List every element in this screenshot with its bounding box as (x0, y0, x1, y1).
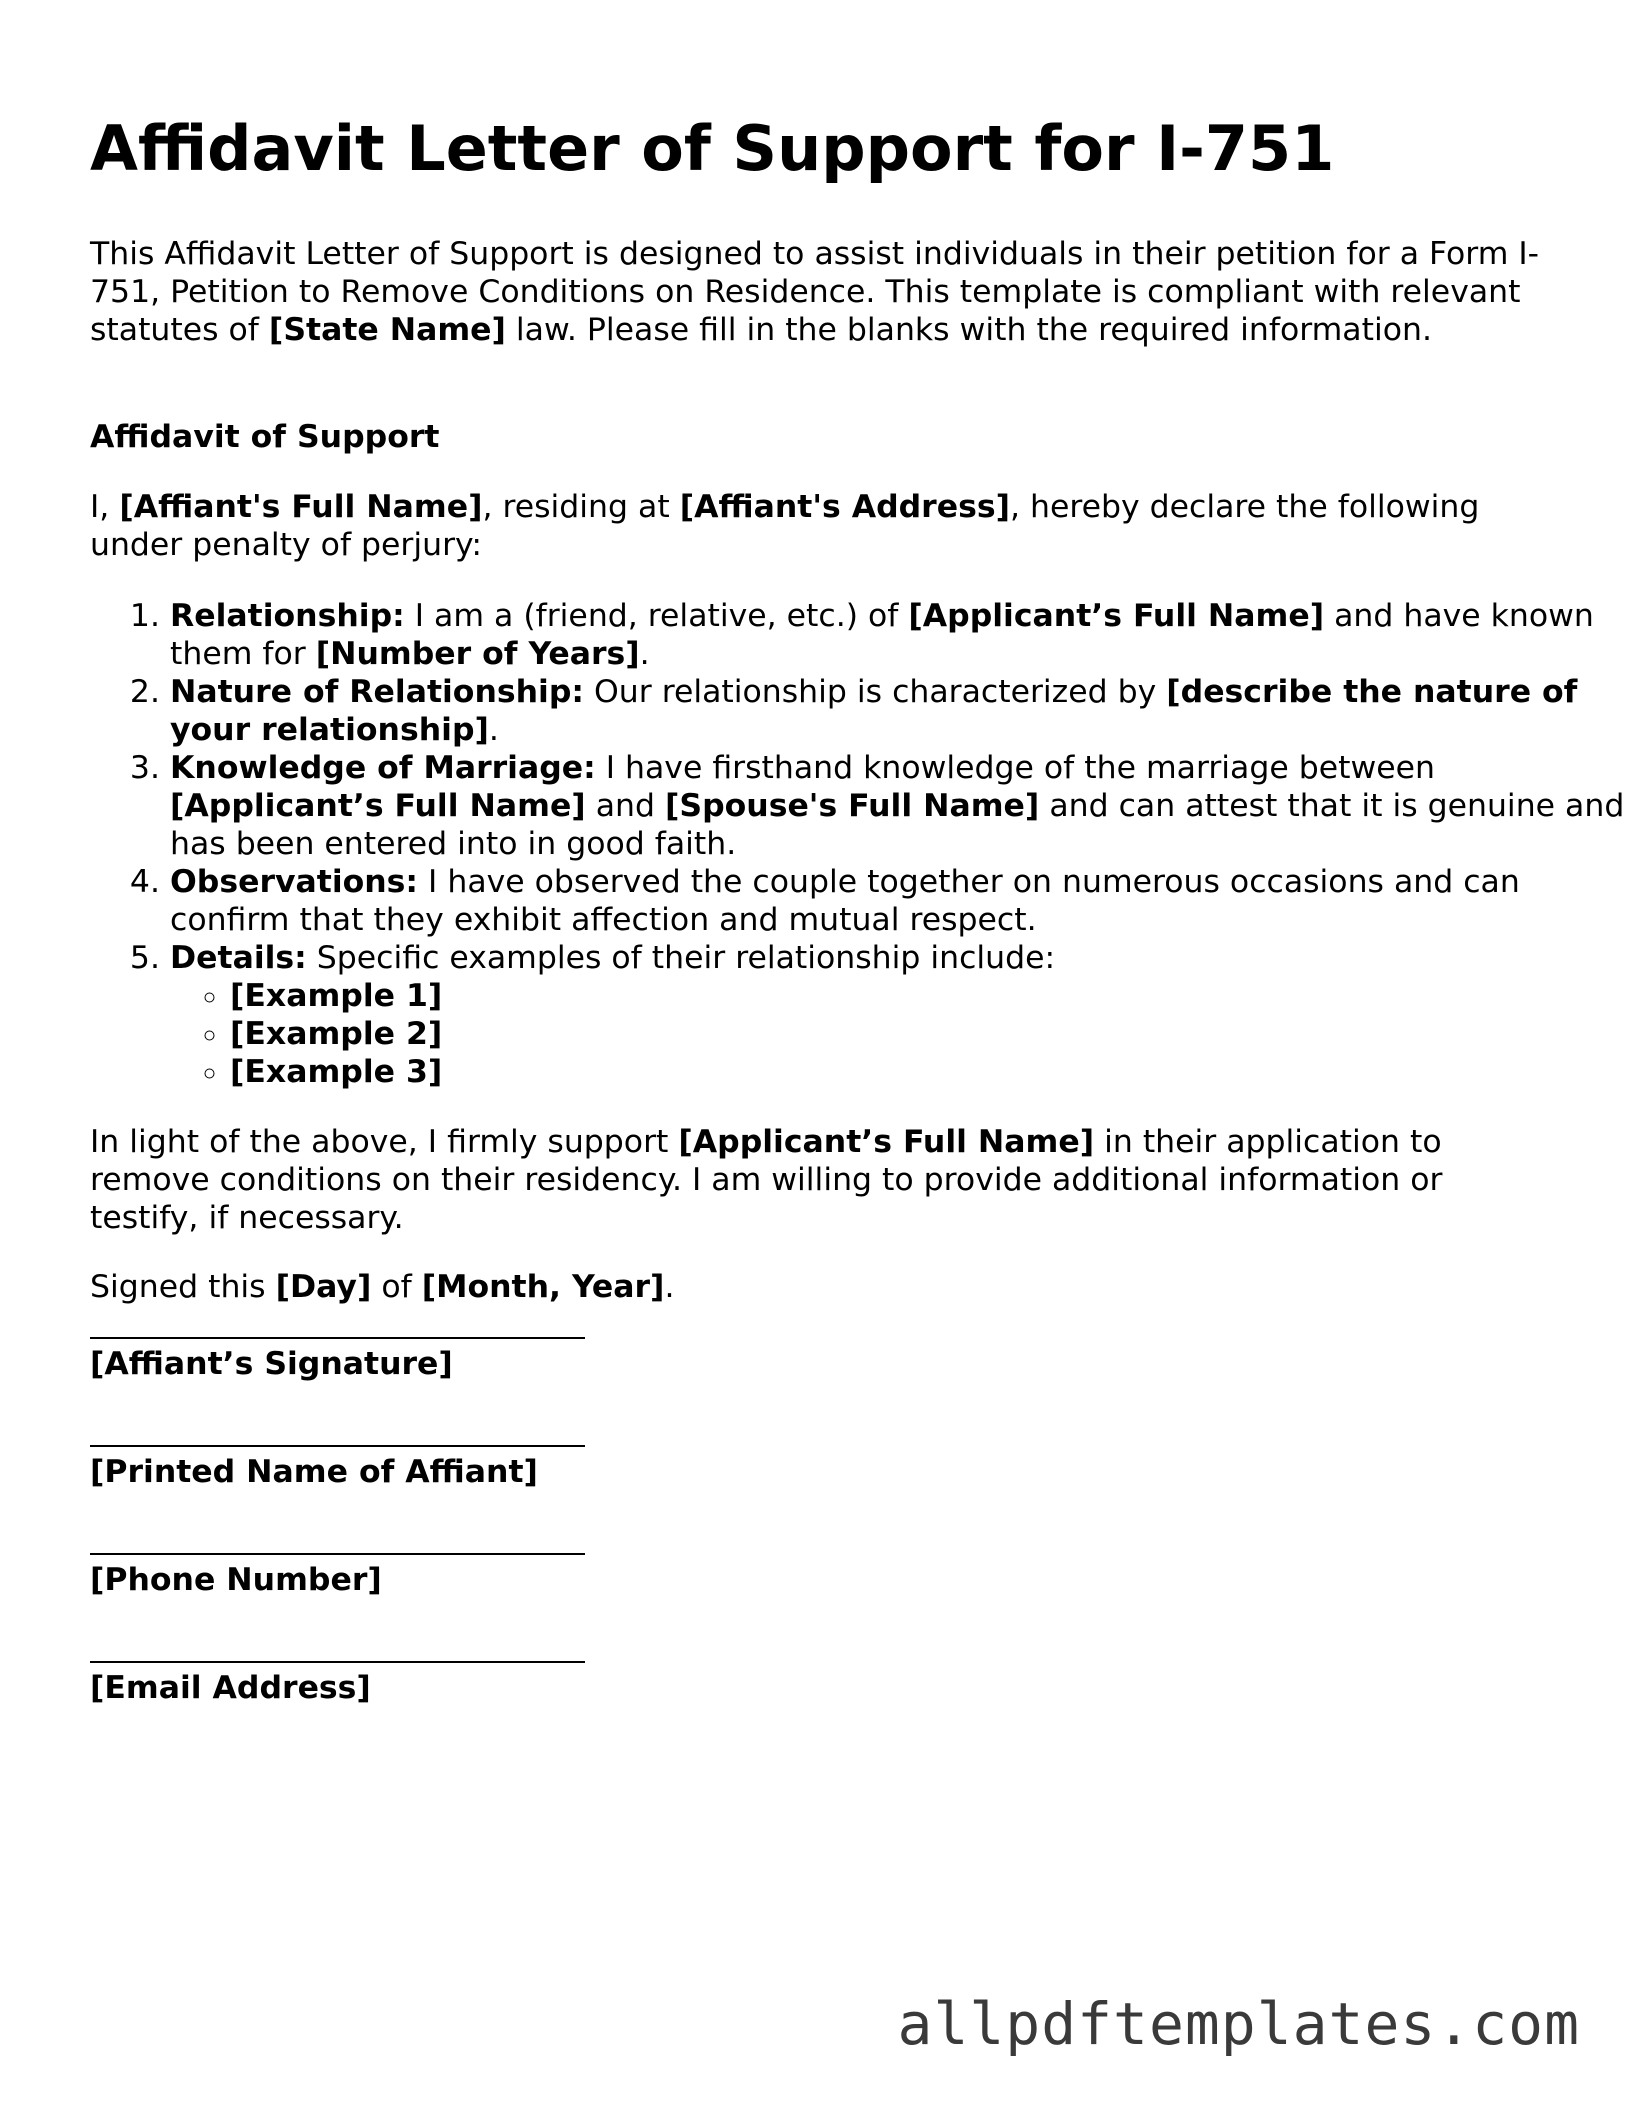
signature-line (90, 1551, 585, 1555)
affiant-address-placeholder: [Affiant's Address] (679, 489, 1010, 525)
declaration-items-list (90, 597, 1630, 1091)
list-item-relationship: 1. Relationship: I am a (friend, relative, etc.) of [Applicant’s Full Name] and have known them for [Number of Years]. (170, 597, 1630, 673)
watermark-logo: allpdftemplates.com (897, 1990, 1580, 2058)
signature-label: [Email Address] (90, 1670, 371, 1706)
signed-date-line: Signed this [Day] of [Month, Year]. (90, 1269, 675, 1305)
signature-line (90, 1443, 585, 1447)
signature-field-email[interactable] (90, 1659, 590, 1707)
signature-label: [Phone Number] (90, 1562, 382, 1598)
applicant-name-placeholder: [Applicant’s Full Name] (678, 1124, 1095, 1160)
list-item-nature-of-relationship: 2. Nature of Relationship: Our relationship is characterized by [describe the nature of your relationship]. (170, 673, 1630, 749)
signature-field-printed-name[interactable] (90, 1443, 590, 1491)
state-name-placeholder: [State Name] (268, 312, 506, 348)
example-item: ◦ [Example 1] (230, 977, 1630, 1015)
example-item: ◦ [Example 2] (230, 1015, 1630, 1053)
signature-line (90, 1659, 585, 1663)
signature-field-phone[interactable] (90, 1551, 590, 1599)
example-item: ◦ [Example 3] (230, 1053, 1630, 1091)
signature-field-affiant[interactable] (90, 1335, 590, 1383)
day-placeholder: [Day] (275, 1269, 372, 1305)
month-year-placeholder: [Month, Year] (421, 1269, 665, 1305)
list-item-knowledge-of-marriage: 3. Knowledge of Marriage: I have firsthand knowledge of the marriage between [Applicant’s Full Name] and [Spouse's Full Name] and can attest that it is genuine and has been entered into in good faith. (170, 749, 1630, 863)
examples-list (170, 977, 1630, 1091)
section-title: Affidavit of Support (90, 419, 440, 455)
intro-paragraph: This Affidavit Letter of Support is designed to assist individuals in their petition for a Form I-751, Petition to Remove Conditions on Residence. This template is compliant with relevant statutes of [State Name] law. Please fill in the blanks with the required information. (90, 236, 1540, 348)
conclusion-paragraph: In light of the above, I firmly support [Applicant’s Full Name] in their application to remove conditions on their residency. I am willing to provide additional information or testify, if necessary. (90, 1124, 1443, 1236)
list-item-observations: 4. Observations: I have observed the couple together on numerous occasions and can confirm that they exhibit affection and mutual respect. (170, 863, 1630, 939)
signature-label: [Printed Name of Affiant] (90, 1454, 538, 1490)
affiant-name-placeholder: [Affiant's Full Name] (119, 489, 483, 525)
list-item-details: 5. Details: Specific examples of their relationship include: ◦ [Example 1] ◦ [Example 2] ◦ [Example 3] (170, 939, 1630, 1091)
signature-label: [Affiant’s Signature] (90, 1346, 453, 1382)
signature-line (90, 1335, 585, 1339)
declaration-paragraph: I, [Affiant's Full Name], residing at [Affiant's Address], hereby declare the following under penalty of perjury: (90, 489, 1480, 563)
document-title: Affidavit Letter of Support for I-751 (90, 112, 1335, 185)
